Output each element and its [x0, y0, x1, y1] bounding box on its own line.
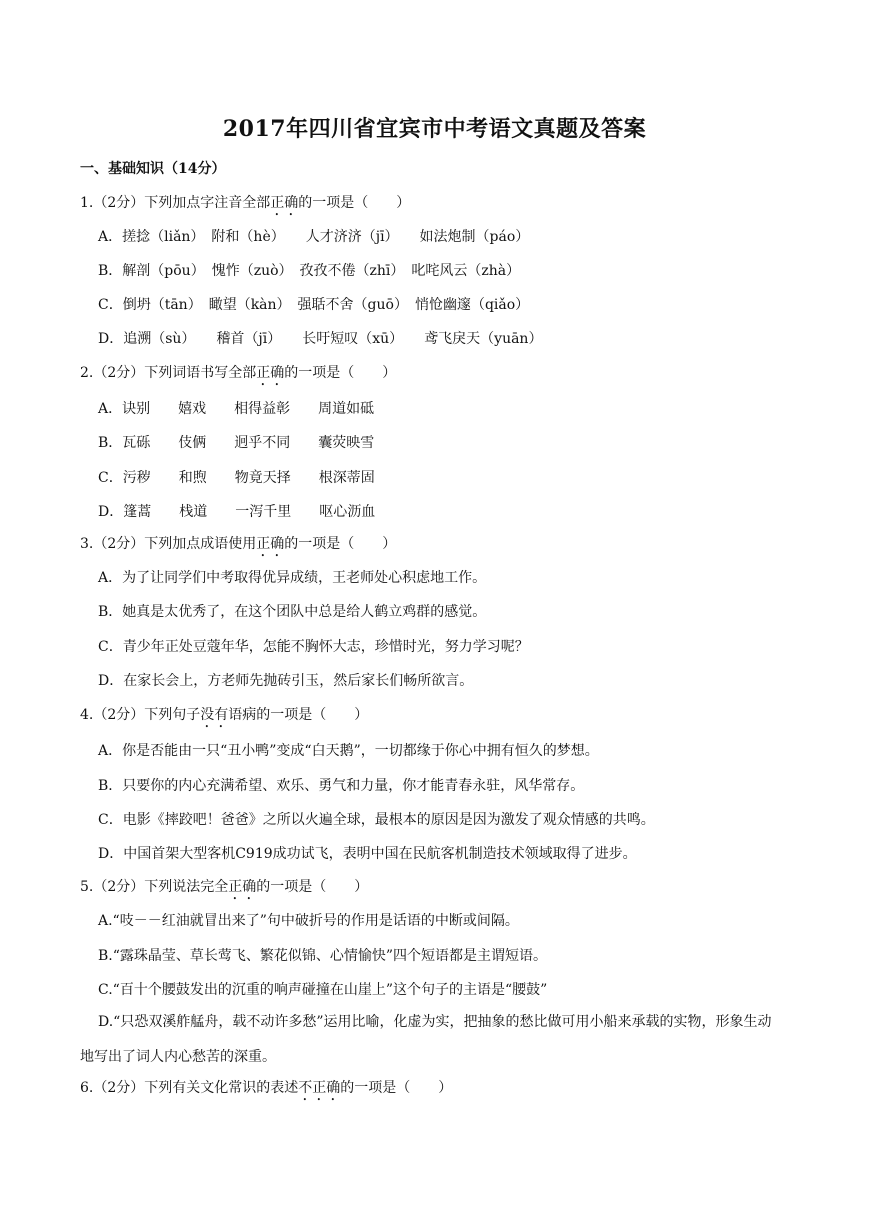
- question-3-stem: 3.（2分）下列加点成语使用正确的一项是（ ）: [80, 536, 397, 552]
- question-2-option-a: A．诀别 嬉戏 相得益彰 周道如砥: [98, 401, 375, 417]
- question-4-option-b: B．只要你的内心充满希望、欢乐、勇气和力量，你才能青春永驻，风华常存。: [98, 778, 585, 794]
- question-2-option-c: C．污秽 和煦 物竟天择 根深蒂固: [98, 470, 375, 486]
- question-5-stem: 5.（2分）下列说法完全正确的一项是（ ）: [80, 879, 369, 895]
- question-1-option-d: D．追溯（sù） 稽首（jī） 长吁短叹（xū） 鸢飞戾天（yuān）: [98, 331, 543, 347]
- emphasis-dots: 正确: [256, 365, 285, 381]
- question-3-option-d: D．在家长会上，方老师先抛砖引玉，然后家长们畅所欲言。: [98, 673, 474, 689]
- question-5-option-b: B.“露珠晶莹、草长莺飞、繁花似锦、心情愉快”四个短语都是主谓短语。: [98, 948, 548, 964]
- question-5-option-d: D.“只恐双溪舴艋舟，载不动许多愁”运用比喻，化虚为实，把抽象的愁比做可用小船来承载的实物，形象生动地写出了词人内心愁苦的深重。: [80, 1014, 772, 1065]
- question-5-option-a: A.“吱－－红油就冒出来了”句中破折号的作用是话语的中断或间隔。: [98, 913, 519, 929]
- question-3-option-a: A．为了让同学们中考取得优异成绩，王老师处心积虑地工作。: [98, 570, 487, 586]
- question-2-stem: 2.（2分）下列词语书写全部正确的一项是（ ）: [80, 365, 397, 381]
- question-2-option-b: B．瓦砾 伎俩 迥乎不同 囊荧映雪: [98, 435, 375, 451]
- question-4-stem: 4.（2分）下列句子没有语病的一项是（ ）: [80, 707, 369, 723]
- question-1-stem: 1.（2分）下列加点字注音全部正确的一项是（ ）: [80, 195, 411, 211]
- question-4-option-a: A．你是否能由一只“丑小鸭”变成“白天鹅”，一切都缘于你心中拥有恒久的梦想。: [98, 743, 599, 759]
- question-4-option-d: D．中国首架大型客机C919成功试飞，表明中国在民航客机制造技术领域取得了进步。: [98, 846, 637, 862]
- question-5-option-c: C.“百十个腰鼓发出的沉重的响声碰撞在山崖上”这个句子的主语是“腰鼓”: [98, 982, 548, 998]
- question-1-option-b: B．解剖（pōu） 愧怍（zuò） 孜孜不倦（zhī） 叱咤风云（zhà）: [98, 263, 521, 279]
- question-3-option-b: B．她真是太优秀了，在这个团队中总是给人鹤立鸡群的感觉。: [98, 604, 487, 620]
- question-3-option-c: C．青少年正处豆蔻年华，怎能不胸怀大志，珍惜时光，努力学习呢？: [98, 639, 529, 655]
- question-2-option-d: D．篷蒿 栈道 一泻千里 呕心沥血: [98, 504, 376, 520]
- question-1-option-c: C．倒坍（tān） 瞰望（kàn） 强聒不舍（guō） 悄怆幽邃（qiǎo）: [98, 297, 530, 313]
- emphasis-dots: 不正确: [298, 1080, 341, 1096]
- question-6-stem: 6.（2分）下列有关文化常识的表述不正确的一项是（ ）: [80, 1080, 453, 1096]
- emphasis-dots: 没有: [200, 707, 229, 723]
- emphasis-dots: 正确: [270, 195, 299, 211]
- section-heading: 一、基础知识（14分）: [80, 161, 226, 177]
- question-4-option-c: C．电影《摔跤吧！爸爸》之所以火遍全球，最根本的原因是因为激发了观众情感的共鸣。: [98, 812, 655, 828]
- question-1-option-a: A．搓捻（liǎn） 附和（hè） 人才济济（jī） 如法炮制（páo）: [98, 229, 530, 245]
- document-title: 2017年四川省宜宾市中考语文真题及答案: [222, 116, 647, 142]
- emphasis-dots: 正确: [256, 536, 285, 552]
- emphasis-dots: 正确: [228, 879, 257, 895]
